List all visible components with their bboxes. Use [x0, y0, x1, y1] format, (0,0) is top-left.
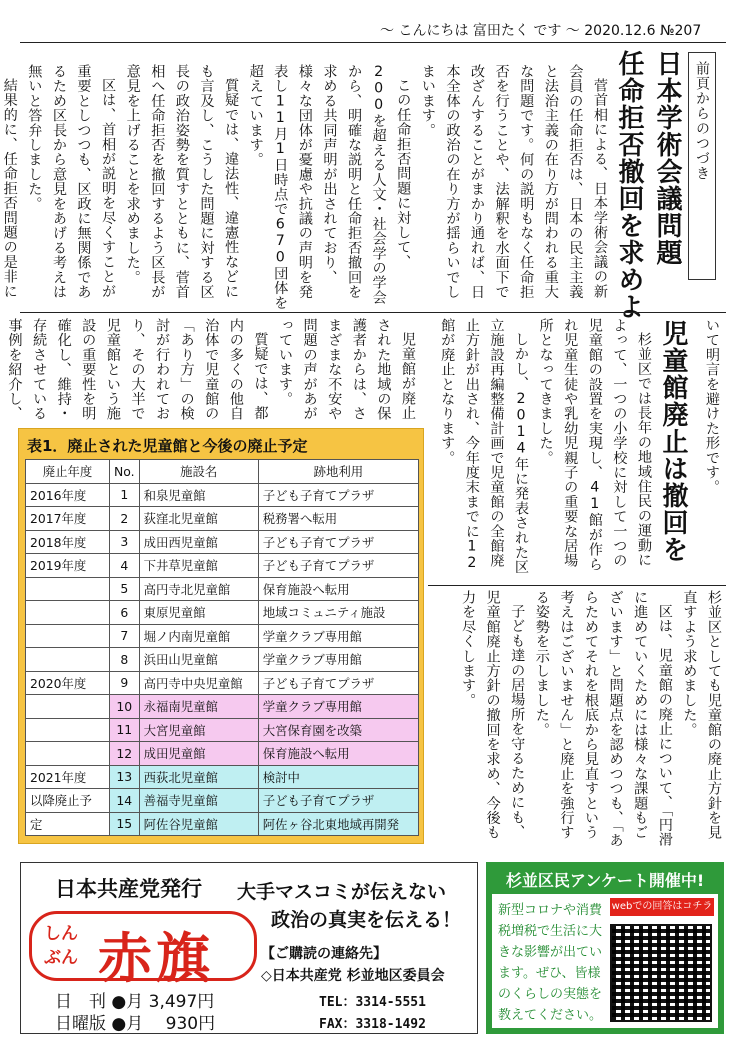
- year-cell: [26, 624, 110, 648]
- contact-tel: TEL：3314-5551: [319, 995, 426, 1010]
- site-use-cell: 子ども子育てプラザ: [258, 530, 418, 554]
- logo-small-text: しんぶん: [44, 924, 78, 968]
- facility-name-cell: 東原児童館: [139, 601, 258, 625]
- facility-name-cell: 荻窪北児童館: [139, 507, 258, 531]
- article1-body: [1, 64, 612, 310]
- site-use-cell: 子ども子育てプラザ: [258, 671, 418, 695]
- no-cell: 10: [110, 695, 140, 719]
- survey-title: 杉並区民アンケート開催中!: [505, 871, 705, 890]
- contact-fax: FAX：3318-1492: [319, 1017, 426, 1032]
- table-row: [26, 789, 419, 813]
- table-row: [26, 648, 419, 672]
- article2-body-right: [428, 590, 726, 854]
- table-row: [26, 765, 419, 789]
- paragraph: 杉並区では長年の地域住民の運動によって、一つの小学校に対して一つの児童館の設置を実現し、41館が作られ児童生徒や乳幼児親子の重要な居場所となってきました。: [537, 318, 652, 572]
- paragraph: 子ども達の居場所を守るためにも、児童館廃止方針の撤回を求め、今後も力を尽くします。: [460, 590, 526, 840]
- survey-box: [486, 862, 724, 1034]
- facility-name-cell: 永福南児童館: [139, 695, 258, 719]
- facility-name-cell: 成田児童館: [139, 742, 258, 766]
- site-use-cell: 阿佐ヶ谷北東地域再開発: [258, 812, 418, 836]
- site-use-cell: 保育施設へ転用: [258, 742, 418, 766]
- table-row: [26, 554, 419, 578]
- table-row: [26, 718, 419, 742]
- no-cell: 15: [110, 812, 140, 836]
- no-cell: 2: [110, 507, 140, 531]
- no-cell: 14: [110, 789, 140, 813]
- article2-headline: 児童館廃止は撤回を: [658, 320, 688, 563]
- site-use-cell: 子ども子育てプラザ: [258, 554, 418, 578]
- facility-name-cell: 阿佐谷児童館: [139, 812, 258, 836]
- facility-name-cell: 堀ノ内南児童館: [139, 624, 258, 648]
- facility-name-cell: 下井草児童館: [139, 554, 258, 578]
- facility-name-cell: 和泉児童館: [139, 483, 258, 507]
- continued-tag: 前頁からのつづき: [688, 52, 716, 280]
- year-cell: [26, 718, 110, 742]
- table-header: 施設名: [139, 460, 258, 484]
- table-header: 跡地利用: [258, 460, 418, 484]
- contact-org: ◇日本共産党 杉並地区委員会: [261, 968, 445, 984]
- year-cell: 以降廃止予: [26, 789, 110, 813]
- no-cell: 1: [110, 483, 140, 507]
- table-header: 廃止年度: [26, 460, 110, 484]
- table-row: [26, 601, 419, 625]
- article2-body-upper: [420, 318, 656, 580]
- site-use-cell: 大宮保育園を改築: [258, 718, 418, 742]
- paragraph: 区は、児童館の廃止について、「円滑に進めていくためには様々な課題もございます」と問題点を認めつつも、「あらためてそれを根底から見直すという考えはございません」と廃止を強行する姿勢を示しました。: [533, 590, 673, 848]
- site-use-cell: 子ども子育てプラザ: [258, 789, 418, 813]
- table-row: [26, 695, 419, 719]
- akahata-logo: [29, 911, 257, 990]
- table-row: [26, 483, 419, 507]
- logo-big-text: 赤旗: [98, 926, 214, 990]
- survey-body: [492, 894, 718, 1028]
- year-cell: [26, 601, 110, 625]
- paragraph: しかし、2014年に発表された区立施設再編整備計画で児童館の全館廃止方針が出され、今年度末までに12館が廃止となります。: [439, 318, 530, 575]
- year-cell: 2019年度: [26, 554, 110, 578]
- site-use-cell: 税務署へ転用: [258, 507, 418, 531]
- section-rule: [428, 585, 726, 586]
- facility-name-cell: 西荻北児童館: [139, 765, 258, 789]
- facility-name-cell: 大宮児童館: [139, 718, 258, 742]
- table-title: 表1．廃止された児童館と今後の廃止予定: [27, 437, 308, 455]
- year-cell: 2018年度: [26, 530, 110, 554]
- year-cell: 2016年度: [26, 483, 110, 507]
- facility-name-cell: 成田西児童館: [139, 530, 258, 554]
- no-cell: 8: [110, 648, 140, 672]
- site-use-cell: 学童クラブ専用館: [258, 695, 418, 719]
- page-header: ～ こんにちは 富田たく です ～ 2020.12.6 №207: [380, 23, 702, 39]
- article1-subheadline: 任命拒否撤回を求めよ: [614, 50, 644, 320]
- ad-publisher: 日本共産党発行: [55, 877, 202, 901]
- table-row: [26, 624, 419, 648]
- price-daily: 日 刊 ●月 3,497円: [55, 992, 215, 1012]
- paragraph: 児童館が廃止された地域の保護者からは、さまざまな不安や問題の声があがっています。: [277, 318, 416, 421]
- ad-tagline: 政治の真実を伝える！: [271, 909, 462, 931]
- table-row: [26, 530, 419, 554]
- site-use-cell: 地域コミュニティ施設: [258, 601, 418, 625]
- year-cell: [26, 695, 110, 719]
- table-row: [26, 577, 419, 601]
- facility-name-cell: 善福寺児童館: [139, 789, 258, 813]
- paragraph: 杉並区としても児童館の廃止方針を見直すよう求めました。: [681, 590, 722, 840]
- no-cell: 3: [110, 530, 140, 554]
- no-cell: 13: [110, 765, 140, 789]
- no-cell: 6: [110, 601, 140, 625]
- qr-code-icon[interactable]: [610, 924, 712, 1022]
- facility-name-cell: 高円寺北児童館: [139, 577, 258, 601]
- header-rule: [20, 42, 726, 43]
- paragraph: 質疑では、都内の多くの他自治体で児童館の「あり方」の検討が行われており、その大半で児童館という施設の重要性を明確化し、維持・存続させている事例を紹介し、: [6, 318, 269, 421]
- price-sunday: 日曜版 ●月 930円: [55, 1014, 216, 1034]
- site-use-cell: 検討中: [258, 765, 418, 789]
- table-row: [26, 507, 419, 531]
- no-cell: 5: [110, 577, 140, 601]
- year-cell: 2017年度: [26, 507, 110, 531]
- survey-text: 新型コロナや消費税増税で生活に大きな影響が出ています。ぜひ、皆様のくらしの実態を教えてください。: [498, 903, 603, 1023]
- year-cell: [26, 648, 110, 672]
- paragraph: 菅首相による、日本学術会議の新会員の任命拒否は、日本の民主主義と法治主義の在り方が問われる重大な問題です。何の説明もなく任命拒否を行うことや、法解釈を水面下で改ざんすることがまかり通れば、日本全体の政治の在り方が揺らいでしまいます。: [419, 64, 608, 300]
- no-cell: 9: [110, 671, 140, 695]
- paragraph: 結果的に、任命拒否問題の是非に: [1, 78, 18, 299]
- site-use-cell: 子ども子育てプラザ: [258, 483, 418, 507]
- year-cell: 2020年度: [26, 671, 110, 695]
- facility-name-cell: 浜田山児童館: [139, 648, 258, 672]
- site-use-cell: 学童クラブ専用館: [258, 624, 418, 648]
- article2-carry: いて明言を避けた形です。: [704, 318, 720, 495]
- table-header: No.: [110, 460, 140, 484]
- table-row: [26, 742, 419, 766]
- contact-title: 【ご購読の連絡先】: [261, 946, 387, 962]
- year-cell: 2021年度: [26, 765, 110, 789]
- year-cell: [26, 742, 110, 766]
- section-rule: [20, 312, 726, 313]
- web-answer-tag: webでの回答はコチラ: [610, 898, 714, 916]
- no-cell: 12: [110, 742, 140, 766]
- article2-body-lower: [6, 318, 420, 428]
- article1-headline: 日本学術会議問題: [652, 50, 682, 266]
- facility-name-cell: 高円寺中央児童館: [139, 671, 258, 695]
- facility-table: [25, 459, 419, 836]
- paragraph: 区は、首相が説明を尽くすことが重要としつつも、区政に無関係であるため区長から意見をあげる考えは無いと答弁しました。: [26, 64, 117, 300]
- ad-tagline: 大手マスコミが伝えない: [237, 881, 447, 903]
- no-cell: 11: [110, 718, 140, 742]
- site-use-cell: 学童クラブ専用館: [258, 648, 418, 672]
- year-cell: [26, 577, 110, 601]
- year-cell: 定: [26, 812, 110, 836]
- site-use-cell: 保育施設へ転用: [258, 577, 418, 601]
- table-row: [26, 812, 419, 836]
- paragraph: 質疑では、違法性、違憲性などにも言及し、こうした問題に対する区長の政治姿勢を質すとともに、菅首相へ任命拒否を撤回するよう区長が意見を上げることを求めました。: [124, 64, 240, 300]
- paragraph: この任命拒否問題に対して、200を超える人文・社会学の学会から、明確な説明と任命拒否撤回を求める共同声明が出されており、様々な団体が憂慮や抗議の声明を発表し11月1日時点で670団体を超えています。: [247, 64, 412, 310]
- no-cell: 7: [110, 624, 140, 648]
- facility-table-box: [18, 428, 424, 844]
- no-cell: 4: [110, 554, 140, 578]
- akahata-ad: [20, 862, 478, 1034]
- table-row: [26, 671, 419, 695]
